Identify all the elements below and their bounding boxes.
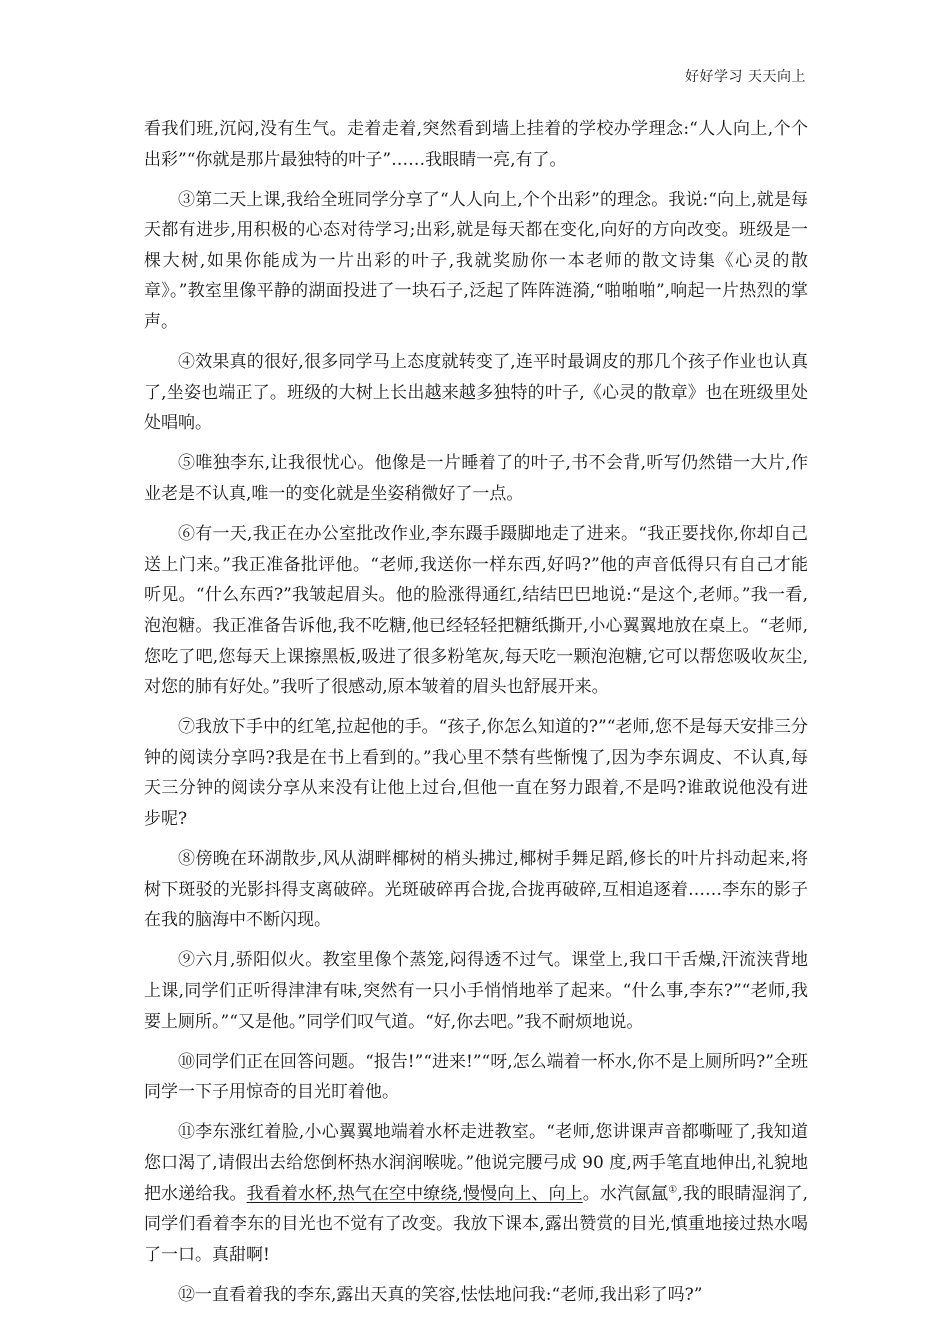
paragraph-3: ③第二天上课,我给全班同学分享了“人人向上,个个出彩”的理念。我说:“向上,就是每天都有进步,用积极的心态对待学习;出彩,就是每天都在变化,向好的方向改变。班级是一棵大树,如果你能成为一片出彩的叶子,我就奖励你一本老师的散文诗集《心灵的散章》。”教室里像平静的湖面投进了一块石子,泛起了阵阵涟漪,“啪啪啪”,响起一片热烈的掌声。	[144, 189, 808, 333]
paragraph-11-part-a: ⑪李东涨红着脸,小心翼翼地端着水杯走进教室。“老师,您讲课声音都嘶哑了,我知道您口渴了,请假出去给您倒杯热水润润喉咙。”他说完腰弓成 90 度,两手笔直地伸出,礼貌地把水递给我。	[144, 1122, 808, 1204]
underlined-sentence: 我看着水杯,热气在空中缭绕,慢慢向上、向上	[246, 1183, 583, 1204]
paragraph-7: ⑦我放下手中的红笔,拉起他的手。“孩子,你怎么知道的?”“老师,您不是每天安排三分钟的阅读分享吗?我是在书上看到的。”我心里不禁有些惭愧了,因为李东调皮、不认真,每天三分钟的阅读分享从来没有让他上过台,但他一直在努力跟着,不是吗?谁敢说他没有进步呢?	[144, 717, 808, 829]
paragraph-4: ④效果真的很好,很多同学马上态度就转变了,连平时最调皮的那几个孩子作业也认真了,坐姿也端正了。班级的大树上长出越来越多独特的叶子,《心灵的散章》也在班级里处处唱响。	[144, 352, 808, 434]
paragraph-12: ⑫一直看着我的李东,露出天真的笑容,怯怯地问我:“老师,我出彩了吗?”	[178, 1284, 703, 1305]
paragraph-11-part-b: 。水汽氤氲	[582, 1183, 669, 1204]
paragraph-9: ⑨六月,骄阳似火。教室里像个蒸笼,闷得透不过气。课堂上,我口干舌燥,汗流浃背地上课,同学们正听得津津有味,突然有一只小手悄悄地举了起来。“什么事,李东?”“老师,我要上厕所。”“又是他。”同学们叹气道。“好,你去吧。”我不耐烦地说。	[144, 950, 808, 1032]
paragraph-6: ⑥有一天,我正在办公室批改作业,李东蹑手蹑脚地走了进来。“我正要找你,你却自己送上门来。”我正准备批评他。“老师,我送你一样东西,好吗?”他的声音低得只有自己才能听见。“什么东西?”我皱起眉头。他的脸涨得通红,结结巴巴地说:“是这个,老师。”我一看,泡泡糖。我正准备告诉他,我不吃糖,他已经轻轻把糖纸撕开,小心翼翼地放在桌上。“老师,您吃了吧,您每天上课擦黑板,吸进了很多粉笔灰,每天吃一颗泡泡糖,它可以帮您吸收灰尘,对您的肺有好处。”我听了很感动,原本皱着的眉头也舒展开来。	[144, 524, 808, 698]
document-body	[144, 114, 808, 1320]
footnote-marker: ①	[668, 1183, 678, 1195]
paragraph-10: ⑩同学们正在回答问题。“报告!”“进来!”“呀,怎么端着一杯水,你不是上厕所吗?”全班同学一下子用惊奇的目光盯着他。	[144, 1051, 808, 1103]
paragraph-continued: 看我们班,沉闷,没有生气。走着走着,突然看到墙上挂着的学校办学理念:“人人向上,个个出彩”“你就是那片最独特的叶子”……我眼睛一亮,有了。	[144, 119, 808, 170]
paragraph-5: ⑤唯独李东,让我很忧心。他像是一片睡着了的叶子,书不会背,听写仍然错一大片,作业老是不认真,唯一的变化就是坐姿稍微好了一点。	[144, 453, 808, 505]
paragraph-11	[144, 1117, 808, 1270]
paragraph-8: ⑧傍晚在环湖散步,风从湖畔椰树的梢头拂过,椰树手舞足蹈,修长的叶片抖动起来,将树下斑驳的光影抖得支离破碎。光斑破碎再合拢,合拢再破碎,互相追逐着……李东的影子在我的脑海中不断闪现。	[144, 849, 808, 931]
page-header: 好好学习 天天向上	[685, 69, 806, 85]
paragraph-11-part-c: ,我的眼睛湿润了,同学们看着李东的目光也不觉有了改变。我放下课本,露出赞赏的目光,慎重地接过热水喝了一口。真甜啊!	[144, 1183, 809, 1265]
